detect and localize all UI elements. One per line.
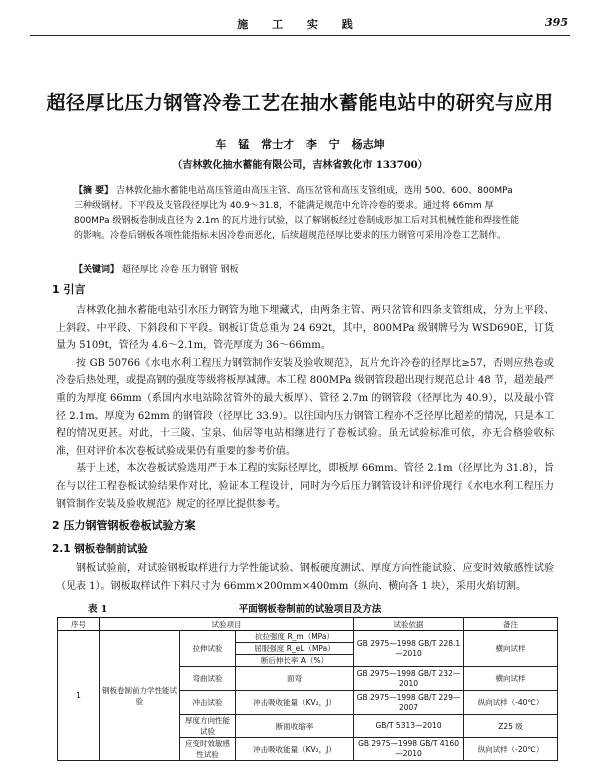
table-cell-note: 横向试样 — [464, 631, 558, 667]
table-cell-note: Z25 级 — [464, 715, 558, 738]
abstract-label: 【摘 要】 — [74, 186, 114, 196]
table-header-cell: 备注 — [464, 618, 558, 631]
paper-title: 超径厚比压力钢管冷卷工艺在抽水蓄能电站中的研究与应用 — [46, 92, 554, 114]
paragraph: 按 GB 50766《水电水利工程压力钢管制作安装及验收规范》，瓦片允许冷卷的径厚比≥57，否则应热卷或冷卷后热处理，或提高钢的强度等级将板厚减薄。本工程 800MPa 级钢管段超出现行规范总计 48 节，超差最严重的为厚度 66mm（系国内水电站除岔管外的最大板厚）、管径 2.7m 的钢管段（径厚比为 40.9），以及最小管径 2.1m、厚度为 62mm 的钢管段（径厚比 33.9）。以往国内压力钢管工程亦不乏径厚比超差的情况，只是本工程的情况更甚。对此，十三陵、宝泉、仙居等电站相继进行了卷板试验。虽无试验标准可依，亦无合格验收标准，但对评价本次卷板试验成果仍有重要的参考价值。 — [56, 357, 554, 457]
table-label: 表 1 — [88, 604, 108, 615]
table-cell-basis: GB/T 5313—2010 — [354, 715, 464, 738]
table-cell-sub: 屈服强度 R_eL（MPa） — [236, 643, 354, 655]
table-cell-basis: GB 2975—1998 GB/T 228.1—2010 — [354, 631, 464, 667]
table-cell-sub: 断面收缩率 — [236, 715, 354, 738]
table-cell-sub: 断后伸长率 A（%） — [236, 655, 354, 667]
table-cell-sub: 抗拉强度 R_m（MPa） — [236, 631, 354, 643]
keywords — [74, 262, 522, 275]
table-cell-item: 拉伸试验 — [180, 631, 236, 667]
table-cell-basis: GB 2975—1998 GB/T 4160—2010 — [354, 738, 464, 761]
table-cell-note: 横向试样 — [464, 667, 558, 691]
abstract — [74, 184, 522, 244]
keywords-label: 【关键词】 — [74, 265, 120, 275]
table-cell-item: 应变时效敏感性试验 — [180, 738, 236, 761]
running-head — [30, 15, 570, 36]
table-cell-note: 纵向试样（-40℃） — [464, 691, 558, 715]
table-title: 平面钢板卷制前的试验项目及方法 — [238, 604, 382, 615]
keywords-text: 超径厚比 冷卷 压力钢管 钢板 — [121, 265, 239, 275]
authors: 车 锰 常士才 李 宁 杨志坤 — [215, 138, 385, 151]
table-header-row — [58, 618, 558, 631]
table-cell-group: 钢板卷制前力学性能试验 — [100, 631, 180, 761]
paragraph: 基于上述，本次卷板试验选用严于本工程的实际径厚比，即板厚 66mm、管径 2.1m（径厚比为 31.8），旨在与以往工程卷板试验结果作对比，验证本工程设计，同时为今后压力钢管设计和评价现行《水电水利工程压力钢管制作安装及验收规范》规定的径厚比提供参考。 — [56, 463, 554, 510]
section-2-1-body — [56, 560, 554, 595]
section-2-1-heading: 2.1 钢板卷制前试验 — [52, 543, 148, 555]
section-1-body — [56, 302, 554, 513]
table-cell-note: 纵向试样（-20℃） — [464, 738, 558, 761]
table-cell-seq: 1 — [58, 631, 100, 761]
affiliation: （吉林敦化抽水蓄能有限公司，吉林省敦化市 133700） — [172, 160, 428, 171]
table-header-cell: 序号 — [58, 618, 100, 631]
table-cell-item: 弯曲试验 — [180, 667, 236, 691]
test-items-table — [57, 617, 558, 761]
section-2-heading: 2 压力钢管钢板卷板试验方案 — [52, 519, 196, 532]
paragraph: 钢板试验前，对试验钢板取样进行力学性能试验、钢板硬度测试、厚度方向性能试验、应变时效敏感性试验（见表 1）。钢板取样试件下料尺寸为 66mm×200mm×400mm（纵向、横向各 1 块），采用火焰切割。 — [56, 563, 554, 592]
abstract-text: 吉林敦化抽水蓄能电站高压管道由高压主管、高压岔管和高压支管组成，选用 500、600、800MPa 三种级钢材。下平段及支管段径厚比为 40.9～31.8，不能满足规范中允许冷卷的要求。通过将 66mm 厚 800MPa 级钢板卷制成直径为 2.1m 的瓦片进行试验，以了解钢板经过卷制成形加工后对其机械性能和焊接性能的影响。冷卷后钢板各项性能指标未因冷卷而恶化，后续超规范径厚比要求的压力钢管可采用冷卷工艺制作。 — [74, 186, 520, 241]
table-header-cell: 试验项目 — [100, 618, 354, 631]
table-cell-sub: 冲击吸收能量（KV₂，J） — [236, 691, 354, 715]
table-cell-sub: 面弯 — [236, 667, 354, 691]
table-header-cell: 试验依据 — [354, 618, 464, 631]
table-cell-sub: 冲击吸收能量（KV₂，J） — [236, 738, 354, 761]
table-cell-basis: GB 2975—1998 GB/T 229—2007 — [354, 691, 464, 715]
table-cell-item: 冲击试验 — [180, 691, 236, 715]
section-1-heading: 1 引言 — [52, 283, 86, 296]
table-row — [58, 631, 558, 643]
table-cell-item: 厚度方向性能试验 — [180, 715, 236, 738]
page-number: 395 — [545, 16, 568, 29]
running-head-section: 施 工 实 践 — [237, 18, 363, 31]
table-cell-basis: GB 2975—1998 GB/T 232—2010 — [354, 667, 464, 691]
paragraph: 吉林敦化抽水蓄能电站引水压力钢管为地下埋藏式，由两条主管、两只岔管和四条支管组成，分为上平段、上斜段、中平段、下斜段和下平段。钢板订货总重为 24 692t，其中，800MPa 级钢牌号为 WSD690E，订货量为 5109t，管径为 4.6～2.1m，管壳厚度为 36～66mm。 — [56, 305, 554, 352]
